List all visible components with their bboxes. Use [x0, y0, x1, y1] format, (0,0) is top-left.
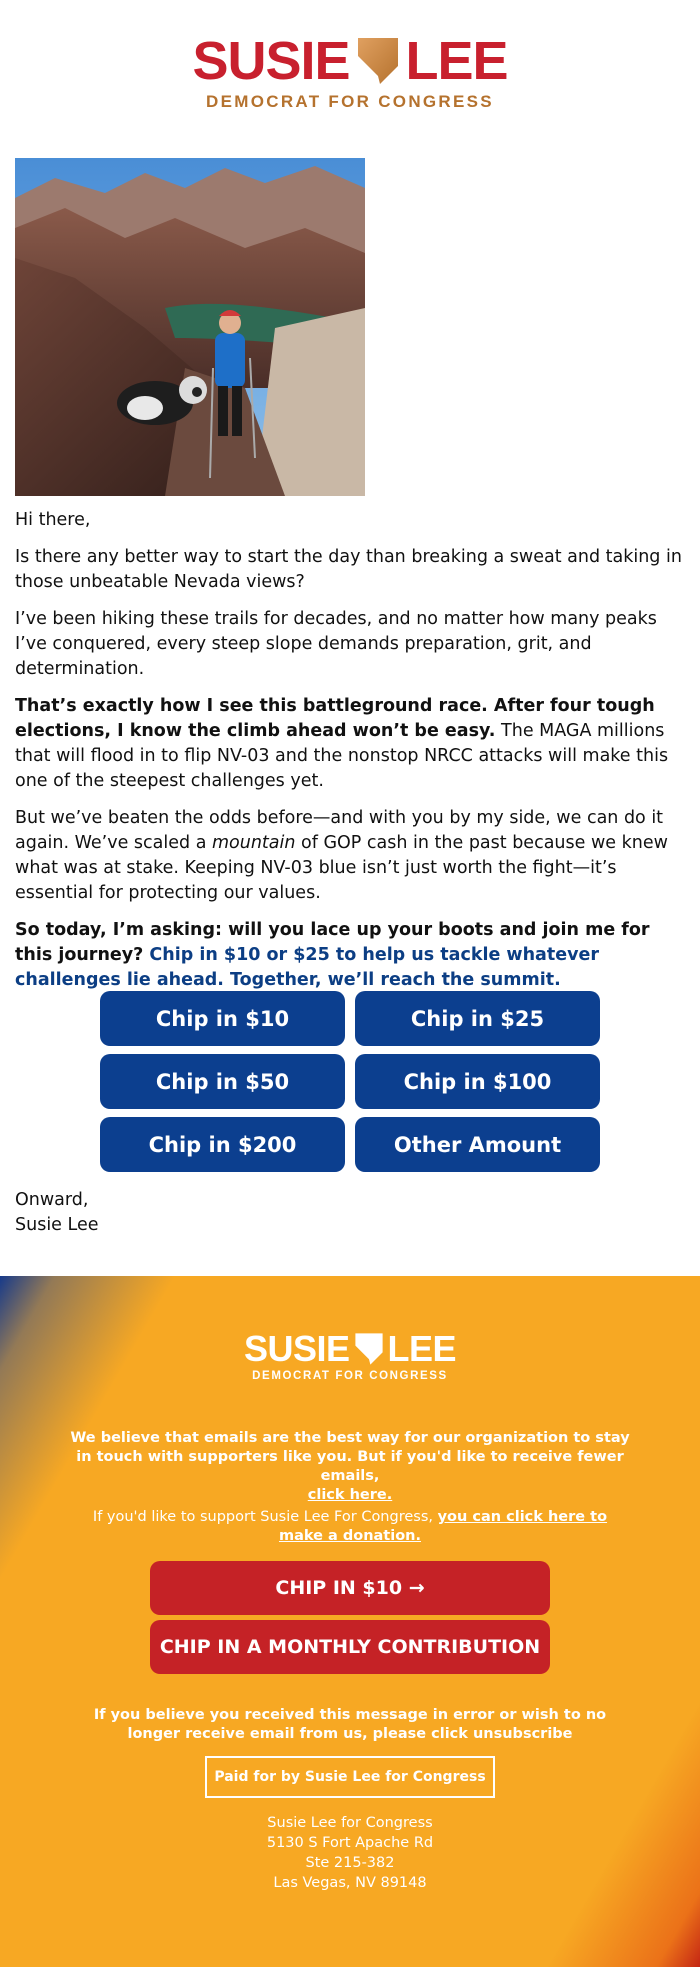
donate-button-grid	[100, 991, 600, 1172]
logo-wordmark	[192, 31, 508, 91]
signoff-closing: Onward,	[15, 1190, 89, 1210]
nevada-state-icon	[356, 36, 400, 86]
logo-subtitle: DEMOCRAT FOR CONGRESS	[206, 92, 494, 111]
fewer-emails-link[interactable]: click here.	[307, 1487, 393, 1503]
paragraph-4	[15, 806, 687, 906]
footer-logo-last-name: LEE	[387, 1328, 457, 1369]
hiking-photo	[15, 158, 365, 496]
chip-in-200-button[interactable]: Chip in $200	[100, 1117, 345, 1172]
email-footer	[0, 1276, 700, 1967]
chip-in-50-button[interactable]: Chip in $50	[100, 1054, 345, 1109]
chip-in-10-button[interactable]: Chip in $10	[100, 991, 345, 1046]
greeting: Hi there,	[15, 510, 91, 530]
unsubscribe-notice[interactable]: If you believe you received this message in error or wish to no longer receive email from us, please click unsubscribe	[93, 1707, 607, 1742]
email-preferences-notice	[70, 1429, 630, 1505]
footer-chip-in-button[interactable]: CHIP IN $10 →	[150, 1561, 550, 1615]
paragraph-1: Is there any better way to start the day than breaking a sweat and taking in those unbeatable Nevada views?	[15, 547, 682, 592]
donate-ask-link[interactable]: Chip in $10 or $25 to help us tackle whatever challenges lie ahead. Together, we’ll reach the summit.	[15, 945, 599, 990]
paragraph-4-b: of GOP cash in the past because we knew what was at stake. Keeping NV-03 blue isn’t just worth the fight—it’s essential for protecting our values.	[15, 833, 668, 903]
paragraph-2: I’ve been hiking these trails for decades, and no matter how many peaks I’ve conquered, every steep slope demands preparation, grit, and determination.	[15, 609, 657, 679]
paragraph-3-bold: That’s exactly how I see this battleground race. After four tough elections, I know the climb ahead won’t be easy.	[15, 696, 655, 741]
signoff-name: Susie Lee	[15, 1215, 99, 1235]
chip-in-25-button[interactable]: Chip in $25	[355, 991, 600, 1046]
footer-logo[interactable]	[0, 1328, 700, 1382]
support-text: If you'd like to support Susie Lee For Congress,	[92, 1509, 433, 1525]
donation-link[interactable]: you can click here to make a donation.	[278, 1509, 608, 1544]
paragraph-5	[15, 918, 687, 993]
other-amount-button[interactable]: Other Amount	[355, 1117, 600, 1172]
signoff	[15, 1188, 98, 1238]
logo-last-name: LEE	[405, 31, 508, 91]
footer-logo-subtitle: DEMOCRAT FOR CONGRESS	[252, 1370, 448, 1382]
address-line: Susie Lee for Congress	[267, 1815, 433, 1831]
paragraph-5-bold: So today, I’m asking: will you lace up your boots and join me for this journey?	[15, 920, 650, 965]
support-notice	[70, 1508, 630, 1546]
paragraph-4-emphasis: mountain	[211, 833, 296, 853]
logo-first-name: SUSIE	[192, 31, 350, 91]
paid-for-disclaimer: Paid for by Susie Lee for Congress	[205, 1756, 495, 1798]
address-line: Las Vegas, NV 89148	[273, 1875, 427, 1891]
mailing-address	[0, 1813, 700, 1893]
address-line: 5130 S Fort Apache Rd	[266, 1835, 434, 1851]
email-preferences-text: We believe that emails are the best way for our organization to stay in touch with supporters like you. But if you'd like to receive fewer emails,	[70, 1430, 630, 1484]
campaign-logo[interactable]	[0, 0, 700, 140]
chip-in-100-button[interactable]: Chip in $100	[355, 1054, 600, 1109]
email-body	[15, 508, 687, 1005]
address-line: Ste 215-382	[305, 1855, 395, 1871]
paragraph-3	[15, 694, 687, 794]
footer-logo-first-name: SUSIE	[243, 1328, 350, 1369]
footer-logo-wordmark	[243, 1328, 457, 1369]
paragraph-3-rest: The MAGA millions that will flood in to flip NV-03 and the nonstop NRCC attacks will make this one of the steepest challenges yet.	[15, 721, 669, 791]
nevada-state-icon	[354, 1332, 384, 1366]
monthly-contribution-button[interactable]: CHIP IN A MONTHLY CONTRIBUTION	[150, 1620, 550, 1674]
paragraph-4-a: But we’ve beaten the odds before—and with you by my side, we can do it again. We’ve scaled a	[15, 808, 664, 853]
